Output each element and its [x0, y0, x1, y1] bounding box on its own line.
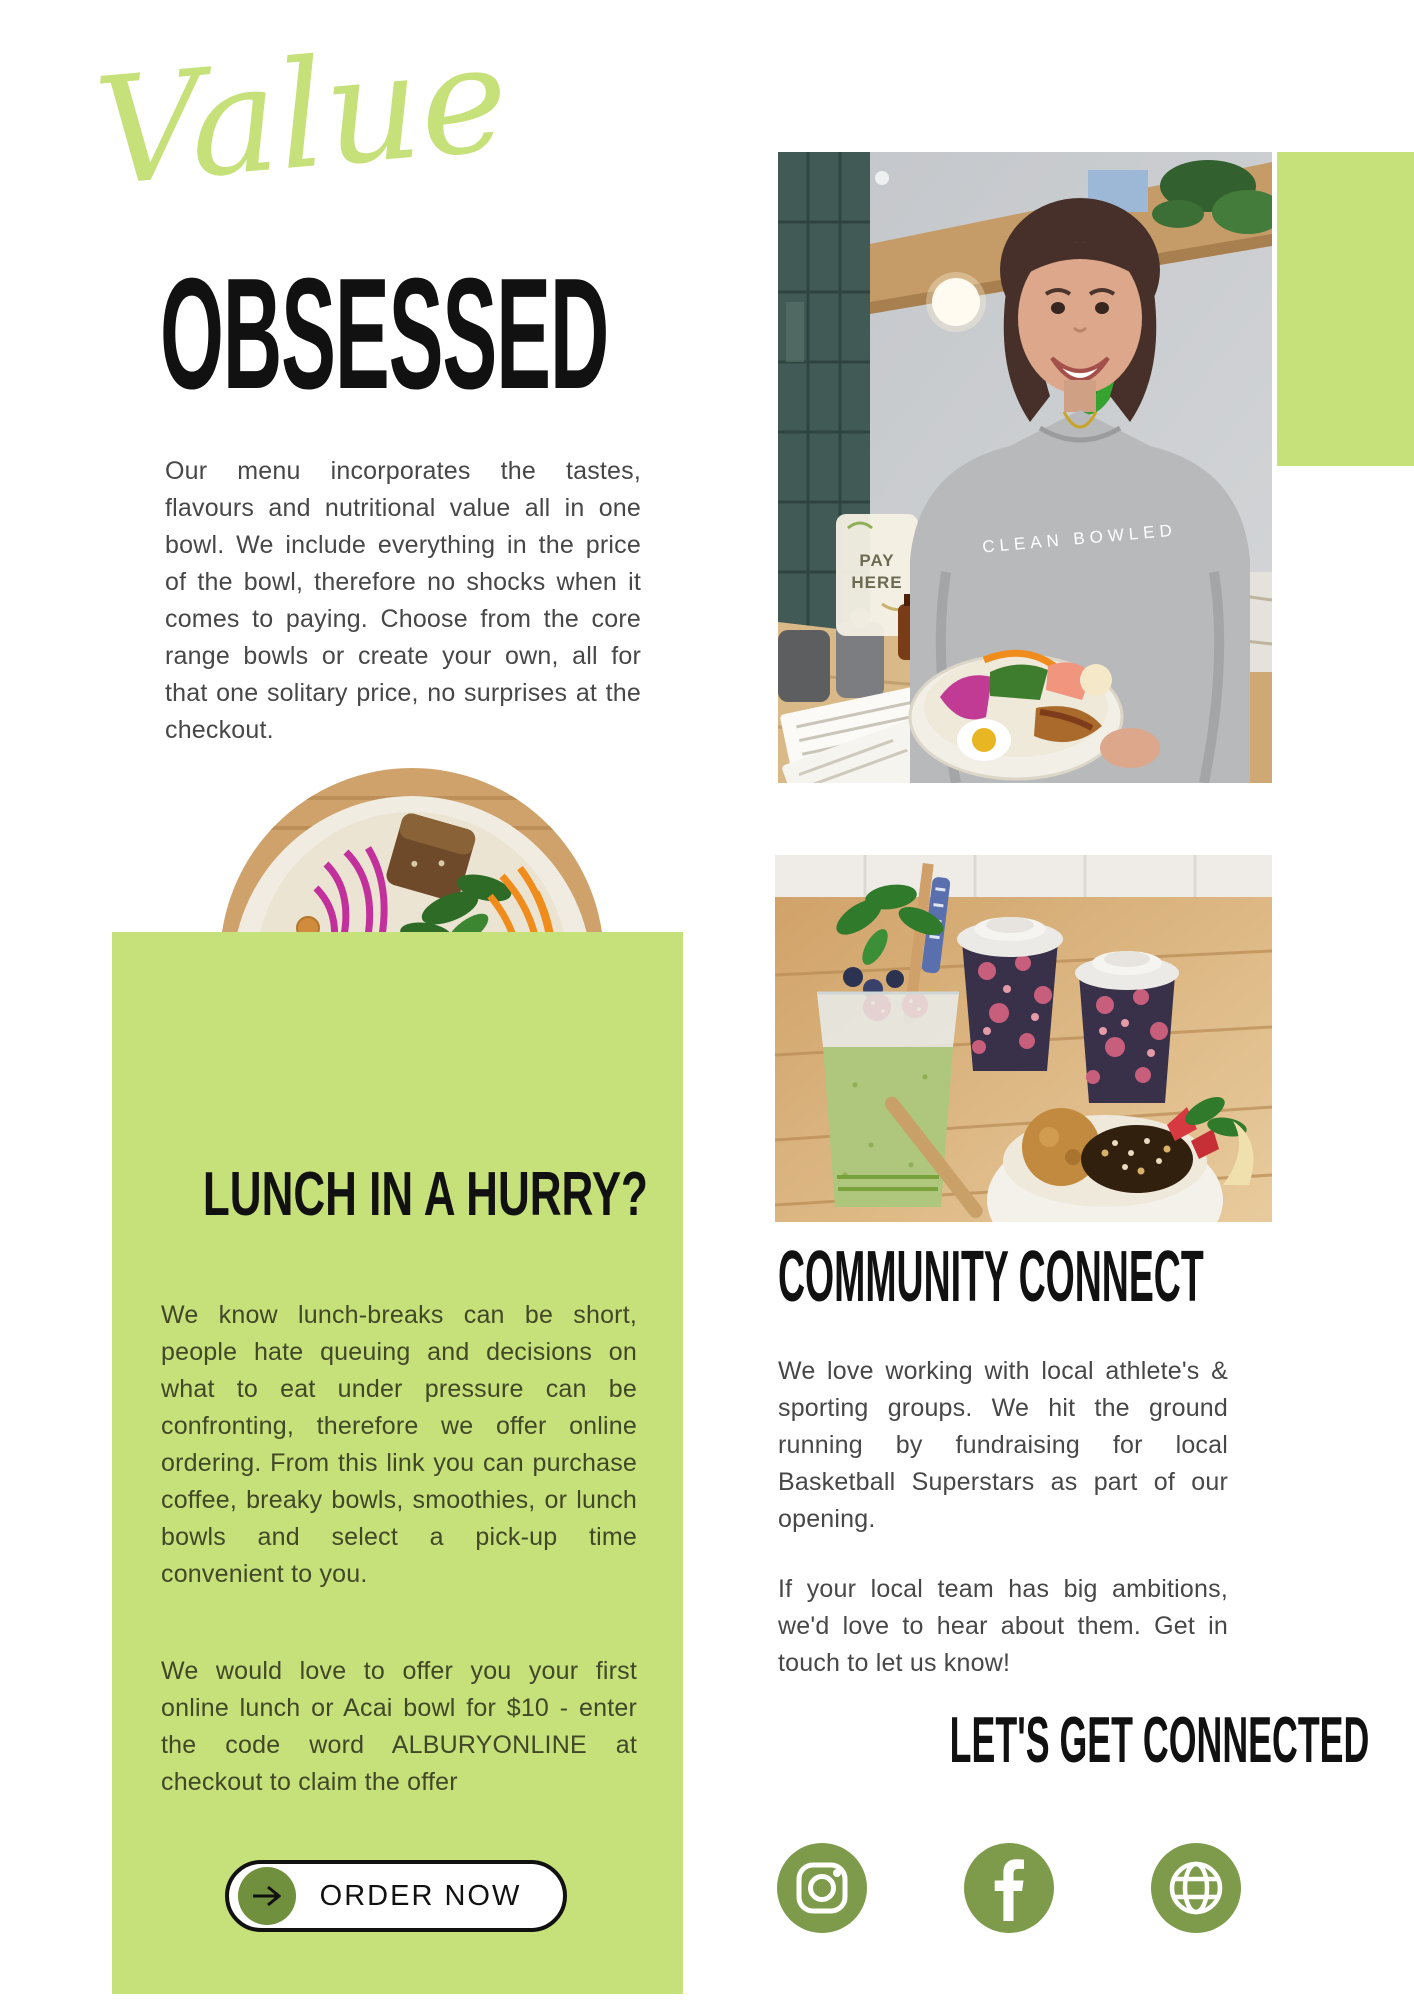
facebook-icon	[964, 1843, 1054, 1933]
community-paragraph-1: We love working with local athlete's & sporting groups. We hit the ground running by fundraising for local Basketball Superstars as part of our opening.	[778, 1357, 1228, 1533]
order-now-button[interactable]	[225, 1860, 567, 1932]
sign-text-line1: PAY	[859, 551, 895, 570]
photo-smoothie-and-coffee	[775, 855, 1272, 1222]
facebook-button[interactable]	[964, 1843, 1054, 1933]
coffee-cup-2	[1075, 951, 1179, 1103]
photo-staff-with-bowl	[778, 152, 1272, 783]
intro-paragraph: Our menu incorporates the tastes, flavours and nutritional value all in one bowl. We include everything in the price of the bowl, therefore no shocks when it comes to paying. Choose from the core range bowls or create your own, all for that one solitary price, no surprises at the checkout.	[165, 457, 641, 744]
green-accent-block	[1277, 152, 1414, 466]
instagram-button[interactable]	[777, 1843, 867, 1933]
arrow-right-icon	[238, 1867, 296, 1925]
page-title: OBSESSED	[160, 246, 609, 422]
website-button[interactable]	[1151, 1843, 1241, 1933]
globe-icon	[1151, 1843, 1241, 1933]
order-now-label: ORDER NOW	[319, 1879, 522, 1912]
connect-heading: LET'S GET CONNECTED	[949, 1703, 1370, 1776]
sign-text-line2: HERE	[851, 573, 903, 592]
coffee-cup-1	[957, 917, 1063, 1071]
photo-staff-illustration	[778, 152, 1272, 783]
sweatshirt-text: CLEAN BOWLED	[981, 520, 1178, 557]
community-heading: COMMUNITY CONNECT	[778, 1237, 1204, 1317]
lunch-heading: LUNCH IN A HURRY?	[202, 1160, 648, 1229]
lunch-paragraph-1: We know lunch-breaks can be short, people hate queuing and decisions on what to eat under pressure can be confronting, therefore we offer online ordering. From this link you can purchase coffee, breaky bowls, smoothies, or lunch bowls and select a pick-up time convenient to you.	[161, 1301, 637, 1588]
lunch-paragraph-2: We would love to offer you your first online lunch or Acai bowl for $10 - enter the code word ALBURYONLINE at checkout to claim the offer	[161, 1657, 637, 1796]
instagram-icon	[777, 1843, 867, 1933]
social-icons-row	[777, 1843, 1241, 1933]
community-paragraph-2: If your local team has big ambitions, we'd love to hear about them. Get in touch to let us know!	[778, 1575, 1228, 1677]
script-title: Value	[89, 11, 515, 219]
